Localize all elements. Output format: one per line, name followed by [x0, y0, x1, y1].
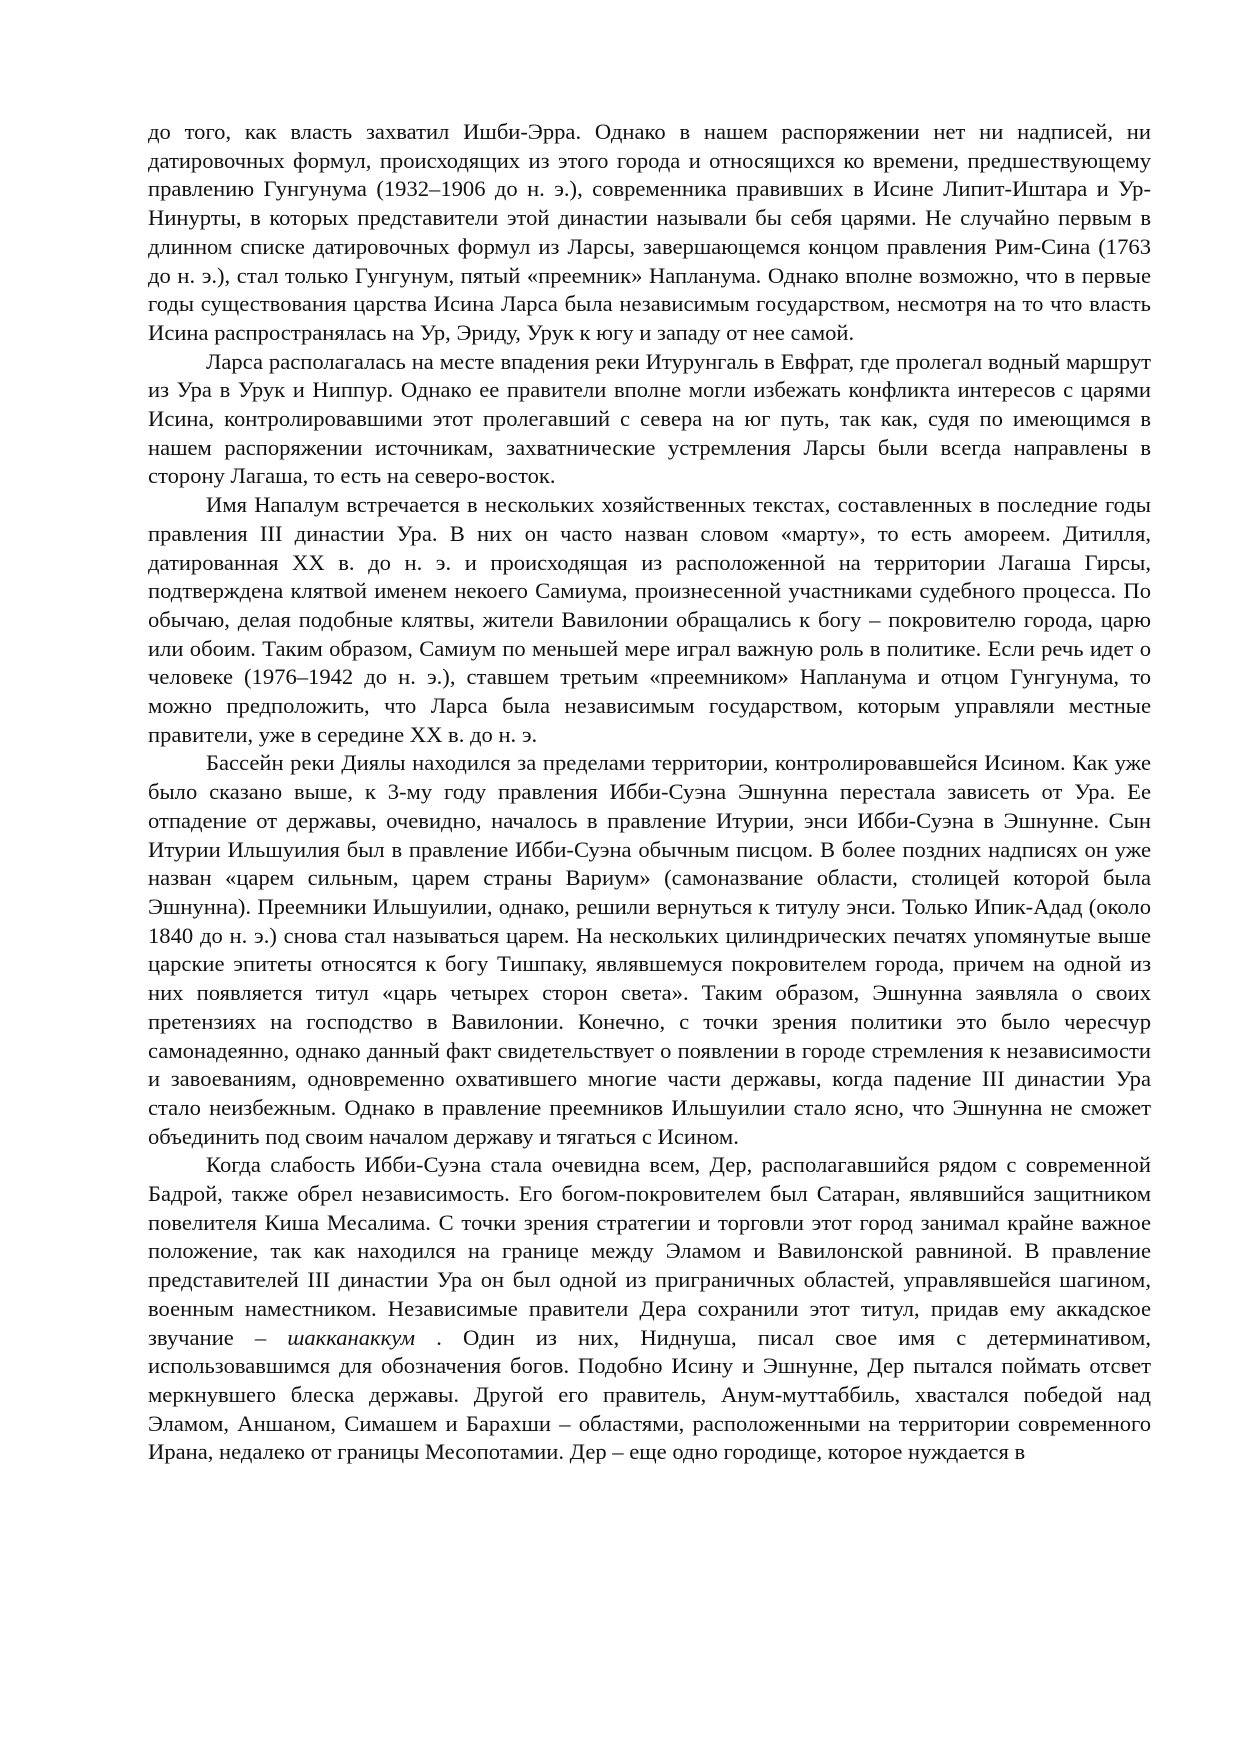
- paragraph-5: [148, 1151, 1151, 1467]
- paragraph-1-text: до того, как власть захватил Ишби-Эрра. Однако в нашем распоряжении нет ни надписей, ни датировочных формул, происходящих из этого города и относящихся ко времени, предшествующему правлению Гунгунума (1932–1906 до н. э.), современника правивших в Исине Липит-Иштара и Ур-Нинурты, в которых представители этой династии называли бы себя царями. Не случайно первым в длинном списке датировочных формул из Ларсы, завершающемся концом правления Рим-Сина (1763 до н. э.), стал только Гунгунум, пятый «преемник» Напланума. Однако вполне возможно, что в первые годы существования царства Исина Ларса была независимым государством, несмотря на то что власть Исина распространялась на Ур, Эриду, Урук к югу и западу от нее самой.: [148, 119, 1151, 345]
- paragraph-4-text: Бассейн реки Диялы находился за пределами территории, контролировавшейся Исином. Как уже было сказано выше, к 3-му году правления Ибби-Суэна Эшнунна перестала зависеть от Ура. Ее отпадение от державы, очевидно, началось в правление Итурии, энси Ибби-Суэна в Эшнунне. Сын Итурии Ильшуилия был в правление Ибби-Суэна обычным писцом. В более поздних надписях он уже назван «царем сильным, царем страны Вариум» (самоназвание области, столицей которой была Эшнунна). Преемники Ильшуилии, однако, решили вернуться к титулу энси. Только Ипик-Адад (около 1840 до н. э.) снова стал называться царем. На нескольких цилиндрических печатях упомянутые выше царские эпитеты относятся к богу Тишпаку, являвшемуся покровителем города, причем на одной из них появляется титул «царь четырех сторон света». Таким образом, Эшнунна заявляла о своих претензиях на господство в Вавилонии. Конечно, с точки зрения политики это было чересчур самонадеянно, однако данный факт свидетельствует о появлении в городе стремления к независимости и завоеваниям, одновременно охватившего многие части державы, когда падение III династии Ура стало неизбежным. Однако в правление преемников Ильшуилии стало ясно, что Эшнунна не сможет объединить под своим началом державу и тягаться с Исином.: [148, 750, 1151, 1149]
- paragraph-3-text: Имя Напалум встречается в нескольких хозяйственных текстах, составленных в последние годы правления III династии Ура. В них он часто назван словом «марту», то есть амореем. Дитилля, датированная XX в. до н. э. и происходящая из расположенной на территории Лагаша Гирсы, подтверждена клятвой именем некоего Самиума, произнесенной участниками судебного процесса. По обычаю, делая подобные клятвы, жители Вавилонии обращались к богу – покровителю города, царю или обоим. Таким образом, Самиум по меньшей мере играл важную роль в политике. Если речь идет о человеке (1976–1942 до н. э.), ставшем третьим «преемником» Напланума и отцом Гунгунума, то можно предположить, что Ларса была независимым государством, которым управляли местные правители, уже в середине XX в. до н. э.: [148, 492, 1151, 747]
- paragraph-2-text: Ларса располагалась на месте впадения реки Итурунгаль в Евфрат, где пролегал водный маршрут из Ура в Урук и Ниппур. Однако ее правители вполне могли избежать конфликта интересов с царями Исина, контролировавшими этот пролегавший с севера на юг путь, так как, судя по имеющимся в нашем распоряжении источникам, захватнические устремления Ларсы были всегда направлены в сторону Лагаша, то есть на северо-восток.: [148, 348, 1151, 489]
- paragraph-5-text-a: Когда слабость Ибби-Суэна стала очевидна всем, Дер, располагавшийся рядом с современной Бадрой, также обрел независимость. Его богом-покровителем был Сатаран, являвшийся защитником повелителя Киша Месалима. С точки зрения стратегии и торговли этот город занимал крайне важное положение, так как находился на границе между Эламом и Вавилонской равниной. В правление представителей III династии Ура он был одной из приграничных областей, управлявшейся шагином, военным наместником. Независимые правители Дера сохранили этот титул, придав ему аккадское звучание –: [148, 1152, 1151, 1350]
- paragraph-2: [148, 348, 1151, 492]
- paragraph-3: [148, 491, 1151, 749]
- document-page: [148, 118, 1151, 1467]
- paragraph-5-text-b: . Один из них, Ниднуша, писал свое имя с детерминативом, использовавшимся для обозначения богов. Подобно Исину и Эшнунне, Дер пытался поймать отсвет меркнувшего блеска державы. Другой его правитель, Анум-муттаббиль, хвастался победой над Эламом, Аншаном, Симашем и Барахши – областями, расположенными на территории современного Ирана, недалеко от границы Месопотамии. Дер – еще одно городище, которое нуждается в: [148, 1324, 1151, 1465]
- paragraph-5-italic-term: шакканаккум: [287, 1324, 416, 1350]
- paragraph-4: [148, 749, 1151, 1151]
- paragraph-1: [148, 118, 1151, 348]
